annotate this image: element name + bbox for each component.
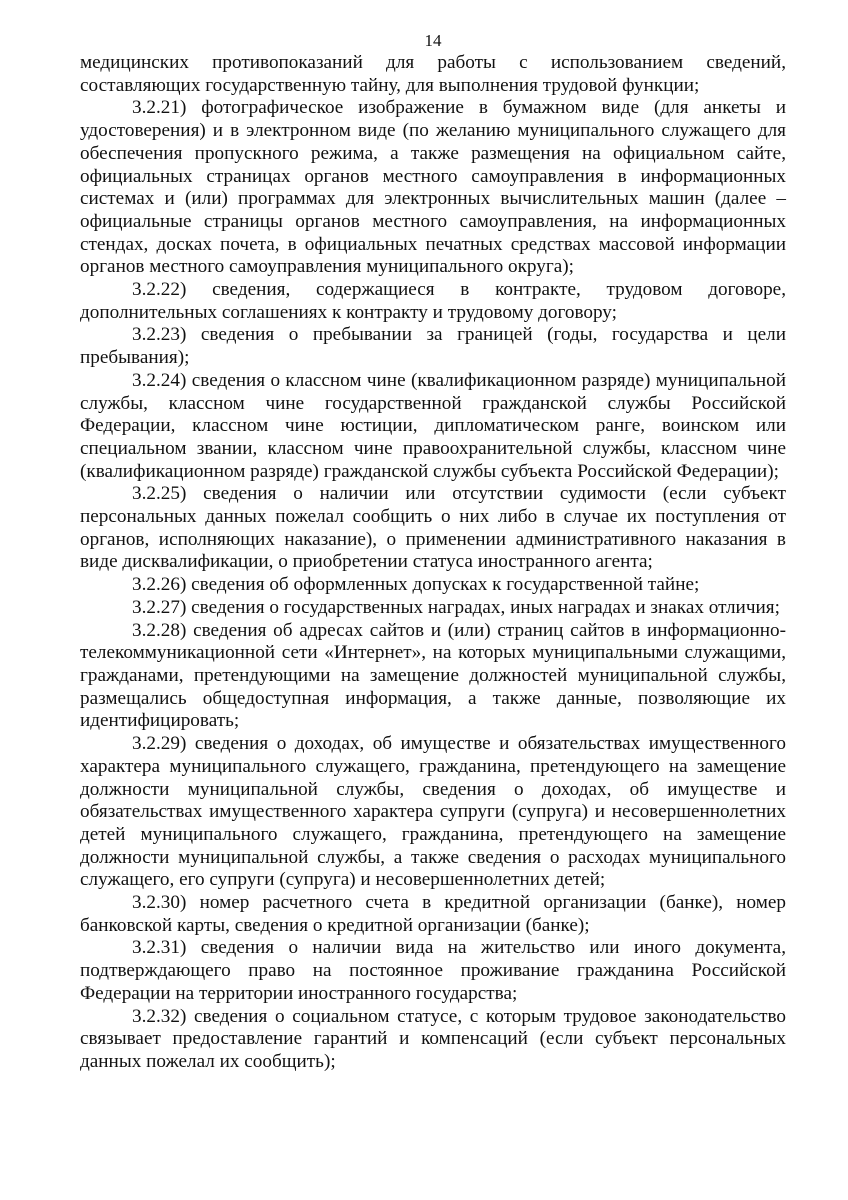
paragraph-text: сведения о наличии вида на жительство или иного документа, подтверждающего право на постоянное проживание гражданина Российской Федерации на территории иностранного государства; bbox=[80, 937, 786, 1004]
paragraph-3-2-23 bbox=[80, 324, 786, 369]
paragraph-text: сведения о пребывании за границей (годы, государства и цели пребывания); bbox=[80, 324, 786, 369]
paragraph-3-2-26 bbox=[80, 574, 786, 597]
clause-number: 3.2.30) bbox=[132, 892, 187, 914]
paragraph-3-2-31 bbox=[80, 937, 786, 1005]
paragraph-text: сведения о наличии или отсутствии судимости (если субъект персональных данных пожелал сообщить о них либо в случае их поступления от органов, исполняющих наказание), о применении административного наказания в виде дисквалификации, о приобретении статуса иностранного агента; bbox=[80, 483, 787, 573]
paragraph-3-2-30 bbox=[80, 892, 786, 937]
paragraph-text: сведения о классном чине (квалификационном разряде) муниципальной службы, классном чине государственной гражданской службы Российской Федерации, классном чине юстиции, дипломатическом ранге, воинском или специальном звании, классном чине правоохранительной службы, классном чине (квалификационном разряде) гражданской службы субъекта Российской Федерации); bbox=[80, 369, 787, 482]
paragraph-3-2-21 bbox=[80, 97, 786, 279]
paragraph-text: медицинских противопоказаний для работы с использованием сведений, составляющих государственную тайну, для выполнения трудовой функции; bbox=[80, 52, 786, 96]
paragraph-3-2-24 bbox=[80, 370, 786, 484]
clause-number: 3.2.21) bbox=[132, 97, 187, 119]
clause-number: 3.2.24) bbox=[132, 369, 187, 391]
clause-number: 3.2.29) bbox=[132, 733, 187, 755]
clause-number: 3.2.23) bbox=[132, 324, 187, 346]
clause-number: 3.2.22) bbox=[132, 279, 187, 301]
paragraph-continuation bbox=[80, 52, 786, 97]
clause-number: 3.2.31) bbox=[132, 937, 187, 959]
paragraph-text: сведения об адресах сайтов и (или) страниц сайтов в информационно-телекоммуникационной сети «Интернет», на которых муниципальными служащими, гражданами, претендующими на замещение должностей муниципальной службы, размещались общедоступная информация, а также данные, позволяющие их идентифицировать; bbox=[80, 619, 786, 732]
paragraph-3-2-25 bbox=[80, 483, 786, 574]
page-number: 14 bbox=[424, 31, 442, 50]
paragraph-3-2-28 bbox=[80, 620, 786, 734]
paragraph-3-2-22 bbox=[80, 279, 786, 324]
paragraph-text: номер расчетного счета в кредитной организации (банке), номер банковской карты, сведения о кредитной организации (банке); bbox=[80, 892, 787, 936]
clause-number: 3.2.25) bbox=[132, 483, 187, 505]
paragraph-3-2-29 bbox=[80, 733, 786, 892]
paragraph-text: сведения о государственных наградах, иных наградах и знаках отличия; bbox=[191, 596, 780, 618]
paragraph-3-2-27 bbox=[80, 597, 786, 620]
paragraph-text: сведения, содержащиеся в контракте, трудовом договоре, дополнительных соглашениях к контракту и трудовому договору; bbox=[80, 279, 786, 323]
paragraph-3-2-32 bbox=[80, 1006, 786, 1074]
clause-number: 3.2.32) bbox=[132, 1005, 187, 1027]
paragraph-text: сведения об оформленных допусках к государственной тайне; bbox=[191, 574, 700, 596]
paragraph-text: сведения о социальном статусе, с которым трудовое законодательство связывает предоставление гарантий и компенсаций (если субъект персональных данных пожелал их сообщить); bbox=[80, 1005, 786, 1072]
document-page bbox=[80, 30, 786, 1074]
paragraph-text: сведения о доходах, об имуществе и обязательствах имущественного характера муниципального служащего, гражданина, претендующего на замещение должности муниципальной службы, сведения о доходах, об имуществе и обязательствах имущественного характера супруги (супруга) и несовершеннолетних детей муниципального служащего, гражданина, претендующего на замещение должности муниципальной службы, а также сведения о расходах муниципального служащего, его супруги (супруга) и несовершеннолетних детей; bbox=[80, 733, 786, 891]
clause-number: 3.2.28) bbox=[132, 619, 187, 641]
clause-number: 3.2.27) bbox=[132, 596, 187, 618]
paragraph-text: фотографическое изображение в бумажном виде (для анкеты и удостоверения) и в электронном виде (по желанию муниципального служащего для обеспечения пропускного режима, а также размещения на официальном сайте, официальных страницах органов местного самоуправления в информационных системах и (или) программах для электронных вычислительных машин (далее – официальные страницы органов местного самоуправления, на информационных стендах, досках почета, в официальных печатных средствах массовой информации органов местного самоуправления муниципального округа); bbox=[80, 97, 786, 278]
clause-number: 3.2.26) bbox=[132, 574, 187, 596]
